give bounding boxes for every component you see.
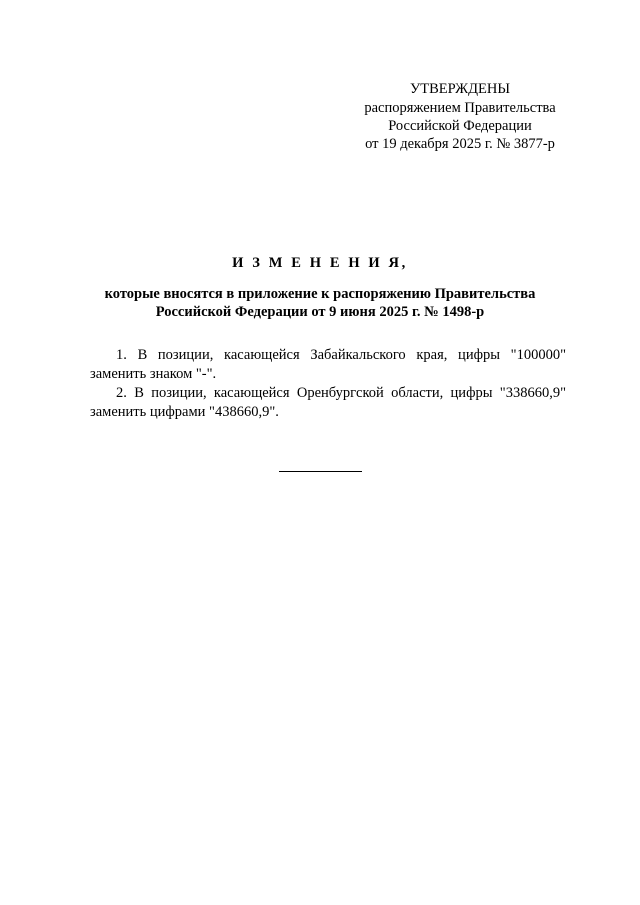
subtitle-line-1: которые вносятся в приложение к распоряжению Правительства bbox=[104, 286, 536, 302]
change-item-1: 1. В позиции, касающейся Забайкальского края, цифры "100000" заменить знаком "-". bbox=[90, 347, 566, 382]
approval-stamp bbox=[340, 80, 580, 153]
document-subtitle bbox=[60, 285, 580, 321]
document-heading bbox=[60, 254, 580, 321]
closing-rule-divider bbox=[279, 471, 362, 472]
subtitle-line-2: Российской Федерации от 9 июня 2025 г. № 1498-р bbox=[155, 304, 485, 320]
approval-line-3: от 19 декабря 2025 г. № 3877-р bbox=[365, 136, 555, 152]
approved-heading: УТВЕРЖДЕНЫ bbox=[409, 81, 511, 97]
approval-line-2: Российской Федерации bbox=[388, 118, 532, 134]
approval-line-1: распоряжением Правительства bbox=[364, 100, 556, 116]
change-item-2: 2. В позиции, касающейся Оренбургской области, цифры "338660,9" заменить цифрами "438660,9". bbox=[90, 385, 566, 420]
document-body bbox=[90, 346, 566, 422]
document-title: И З М Е Н Е Н И Я, bbox=[232, 255, 408, 271]
